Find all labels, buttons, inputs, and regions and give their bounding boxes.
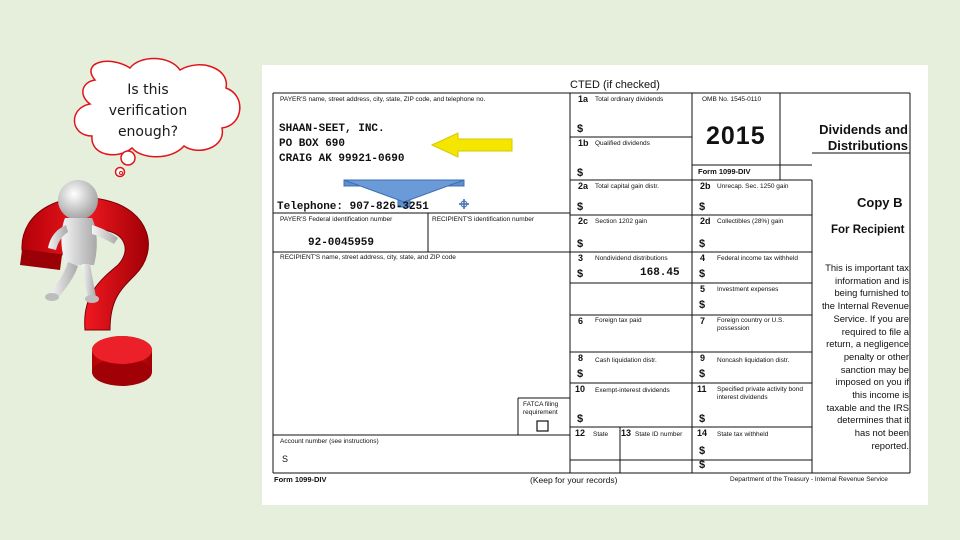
thought-text	[96, 80, 200, 143]
footer-department: Department of the Treasury - Internal Revenue Service	[730, 476, 888, 483]
notice-line: has not been	[854, 427, 909, 439]
payer-id-value: 92-0045959	[308, 237, 375, 249]
dollar-sign: $	[577, 123, 584, 135]
form-title-line: Distributions	[827, 138, 908, 153]
box-number: 4	[700, 253, 706, 263]
dollar-sign: $	[577, 368, 584, 380]
notice-line: the Internal Revenue	[821, 300, 909, 312]
box-number: 7	[700, 316, 706, 326]
notice-line: Service. If you are	[833, 312, 909, 324]
box-label: State ID number	[635, 431, 683, 438]
payer-label: PAYER'S name, street address, city, state, ZIP code, and telephone no.	[280, 96, 486, 103]
payer-id-label: PAYER'S Federal identification number	[280, 216, 393, 223]
payer-line: CRAIG AK 99921-0690	[279, 153, 405, 165]
box-label: Federal income tax withheld	[717, 255, 798, 262]
box-label: Foreign tax paid	[595, 317, 642, 324]
recipient-name-label: RECIPIENT'S name, street address, city, state, and ZIP code	[280, 254, 456, 261]
box-number: 1b	[578, 138, 589, 148]
box-number: 5	[700, 284, 706, 294]
account-label: Account number (see instructions)	[280, 438, 379, 445]
payer-line: SHAAN-SEET, INC.	[279, 123, 385, 135]
dollar-sign: $	[699, 459, 706, 471]
thought-line: verification	[108, 103, 188, 119]
payer-telephone: Telephone: 907-826-3251	[277, 201, 429, 213]
form-name: Form 1099-DIV	[698, 167, 751, 176]
dollar-sign: $	[699, 238, 706, 250]
thought-line: enough?	[117, 124, 179, 140]
box-number: 12	[575, 428, 586, 438]
box-number: 10	[575, 384, 586, 394]
notice-line: taxable and the IRS	[826, 401, 909, 413]
footer-form-name: Form 1099-DIV	[274, 475, 327, 484]
form-1099-div	[262, 65, 928, 505]
box-label: State tax withheld	[717, 431, 769, 438]
dollar-sign: $	[699, 299, 706, 311]
form-title-line: Dividends and	[819, 122, 908, 137]
dollar-sign: $	[699, 268, 706, 280]
dollar-sign: $	[577, 167, 584, 179]
box-label: Noncash liquidation distr.	[717, 357, 790, 364]
footer-keep-records: (Keep for your records)	[530, 475, 618, 485]
dollar-sign: $	[577, 268, 584, 280]
box-number: 8	[578, 353, 584, 363]
notice-line: determines that it	[837, 414, 909, 426]
box-label: Specified private activity bond interest dividends	[717, 386, 803, 401]
box-label: Foreign country or U.S. possession	[717, 317, 785, 332]
fatca-label-line: requirement	[523, 409, 558, 416]
box-number: 2d	[700, 216, 711, 226]
tax-year: 2015	[706, 122, 766, 150]
account-value: S	[282, 454, 289, 464]
recipient-id-label: RECIPIENT'S identification number	[432, 216, 535, 223]
notice-line: required to file a	[841, 325, 909, 337]
box-label: Collectibles (28%) gain	[717, 218, 784, 225]
box-number: 3	[578, 253, 584, 263]
box-number: 14	[697, 428, 708, 438]
copy-label: Copy B	[857, 195, 903, 210]
dollar-sign: $	[699, 368, 706, 380]
box-label: Qualified dividends	[595, 140, 650, 147]
question-mark-figure-illustration	[10, 170, 190, 410]
notice-line: imposed on you if	[835, 376, 909, 388]
dollar-sign: $	[577, 413, 584, 425]
dollar-sign: $	[577, 238, 584, 250]
box-number: 6	[578, 316, 584, 326]
dollar-sign: $	[699, 413, 706, 425]
box-number: 2c	[578, 216, 589, 226]
notice-text	[822, 262, 909, 453]
box-label: Total capital gain distr.	[595, 183, 659, 190]
box-number: 1a	[578, 94, 589, 104]
box-label: Unrecap. Sec. 1250 gain	[717, 183, 789, 190]
box-number: 9	[700, 353, 706, 363]
box-label: Investment expenses	[717, 286, 779, 293]
notice-line: This is important tax	[825, 262, 909, 273]
payer-line: PO BOX 690	[279, 138, 346, 150]
notice-line: being furnished to	[834, 287, 909, 299]
corrected-header: CTED (if checked)	[570, 79, 660, 91]
box-label: Cash liquidation distr.	[595, 357, 657, 364]
notice-line: sanction may be	[840, 363, 909, 375]
thought-line: Is this	[127, 82, 169, 98]
dollar-sign: $	[699, 201, 706, 213]
box-number: 13	[621, 428, 632, 438]
box-label: Exempt-interest dividends	[595, 387, 670, 394]
notice-line: this income is	[852, 389, 909, 401]
omb-number: OMB No. 1545-0110	[702, 96, 762, 103]
notice-line: return, a negligence	[826, 338, 909, 350]
dollar-sign: $	[577, 201, 584, 213]
for-recipient-label: For Recipient	[831, 224, 905, 236]
notice-line: penalty or other	[843, 350, 909, 362]
notice-line: information and is	[835, 274, 909, 286]
box-label: Section 1202 gain	[595, 218, 648, 225]
box3-value: 168.45	[640, 267, 680, 279]
box-label: Nondividend distributions	[595, 255, 668, 262]
box-number: 11	[697, 384, 707, 394]
box-label: State	[593, 431, 609, 438]
yellow-arrow-left-icon	[432, 133, 512, 157]
notice-line: reported.	[871, 439, 909, 451]
box-number: 2a	[578, 181, 589, 191]
fatca-label-line: FATCA filing	[523, 401, 559, 408]
form-title	[819, 122, 908, 154]
fatca-checkbox	[537, 421, 548, 431]
box-number: 2b	[700, 181, 711, 191]
dollar-sign: $	[699, 445, 706, 457]
box-label: Total ordinary dividends	[595, 96, 664, 103]
